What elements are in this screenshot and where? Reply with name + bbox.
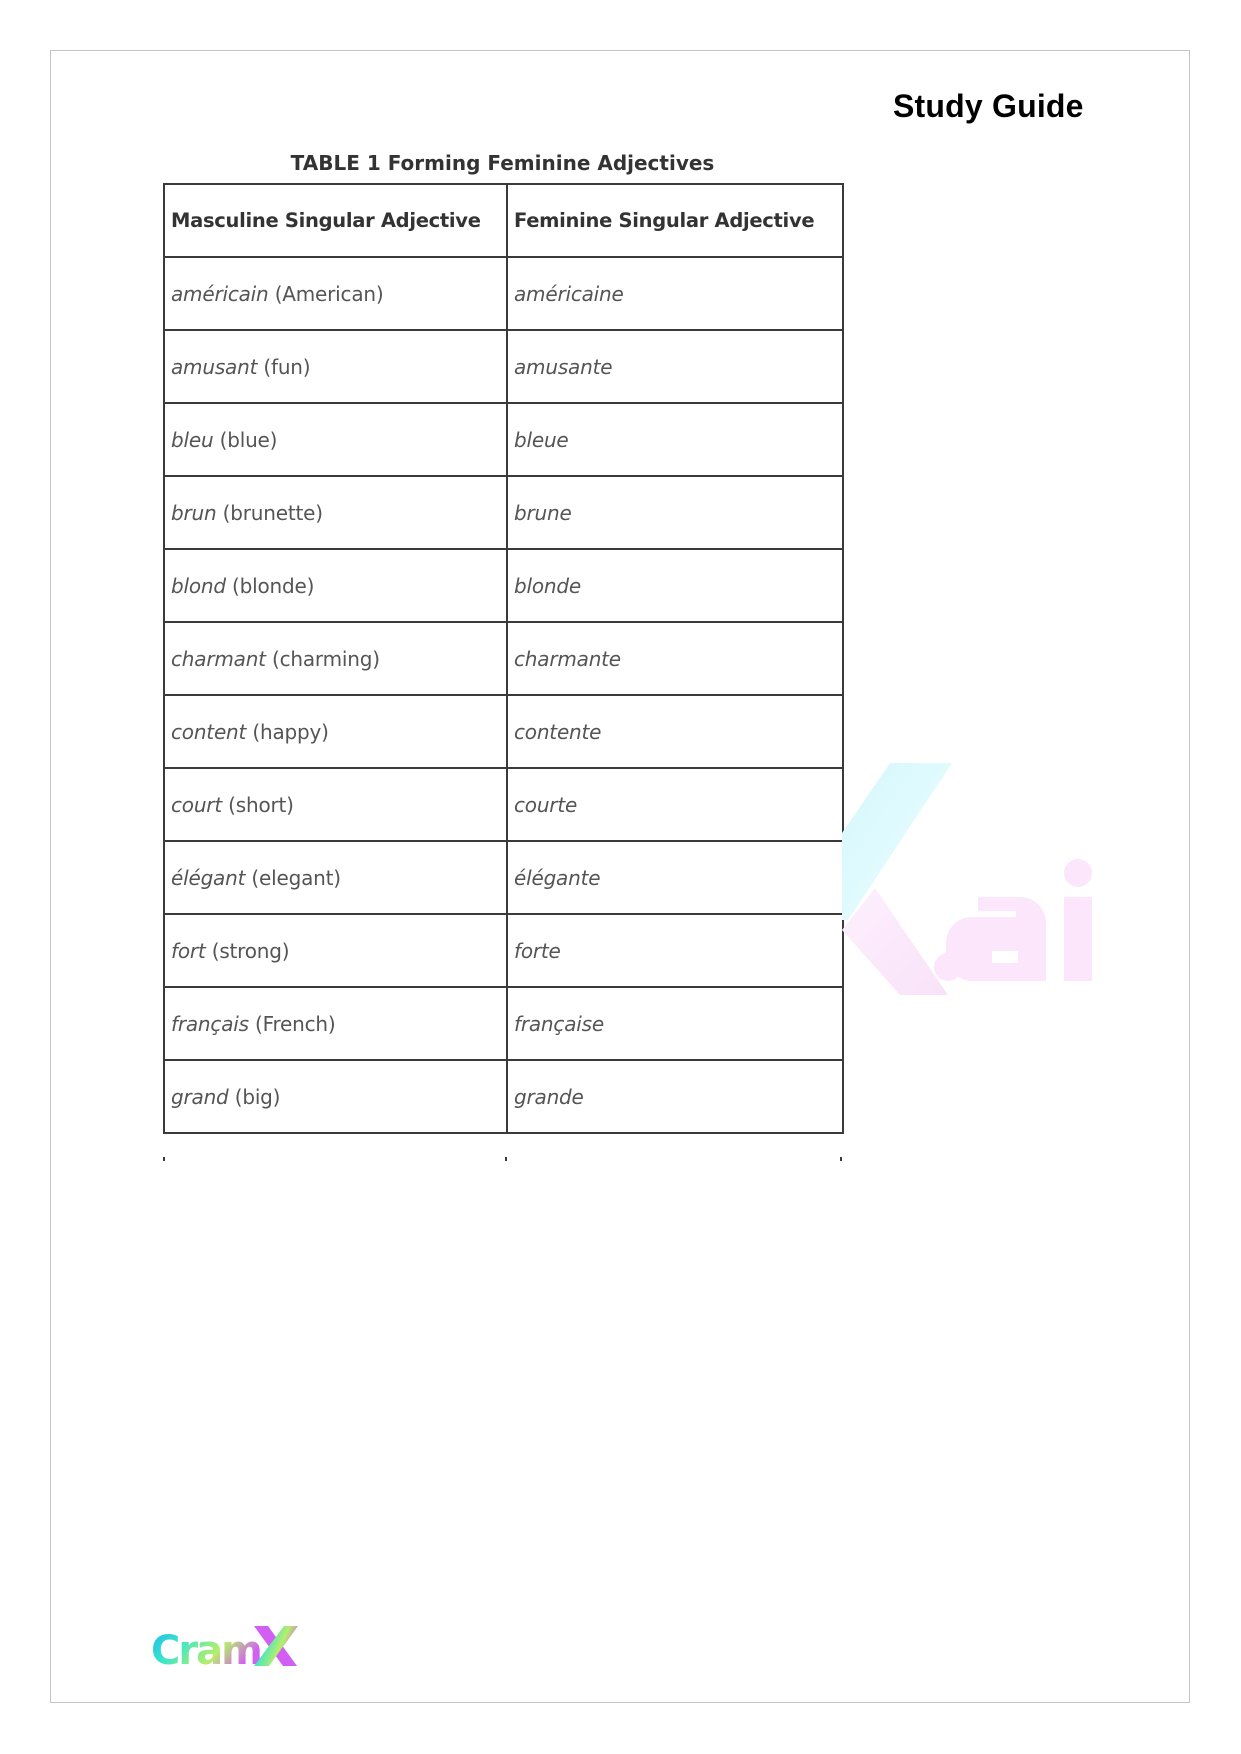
english-gloss: (short) xyxy=(228,792,294,817)
masculine-word: élégant xyxy=(171,865,246,890)
english-gloss: (blue) xyxy=(219,427,278,452)
masculine-word: français xyxy=(171,1011,249,1036)
masculine-word: content xyxy=(171,719,247,744)
masculine-cell xyxy=(164,914,507,987)
feminine-cell xyxy=(507,695,843,768)
table-row xyxy=(164,549,843,622)
masculine-word: amusant xyxy=(171,354,258,379)
feminine-word: bleue xyxy=(514,427,569,452)
masculine-cell xyxy=(164,622,507,695)
feminine-adjectives-table xyxy=(163,183,844,1134)
masculine-word: bleu xyxy=(171,427,214,452)
feminine-word: charmante xyxy=(514,646,621,671)
masculine-word: blond xyxy=(171,573,226,598)
masculine-cell xyxy=(164,330,507,403)
masculine-cell xyxy=(164,987,507,1060)
table-row xyxy=(164,1060,843,1133)
feminine-cell xyxy=(507,841,843,914)
english-gloss: (blonde) xyxy=(232,573,315,598)
english-gloss: (French) xyxy=(255,1011,336,1036)
masculine-word: américain xyxy=(171,281,269,306)
english-gloss: (happy) xyxy=(252,719,329,744)
column-header-masculine: Masculine Singular Adjective xyxy=(164,184,507,257)
table-row xyxy=(164,403,843,476)
table-row xyxy=(164,476,843,549)
cramx-logo-icon xyxy=(150,1622,300,1672)
masculine-word: grand xyxy=(171,1084,229,1109)
english-gloss: (strong) xyxy=(211,938,290,963)
table-row xyxy=(164,695,843,768)
feminine-cell xyxy=(507,622,843,695)
english-gloss: (brunette) xyxy=(222,500,323,525)
feminine-word: courte xyxy=(514,792,578,817)
feminine-word: brune xyxy=(514,500,572,525)
table-row xyxy=(164,914,843,987)
masculine-cell xyxy=(164,1060,507,1133)
english-gloss: (elegant) xyxy=(251,865,341,890)
english-gloss: (American) xyxy=(274,281,384,306)
english-gloss: (fun) xyxy=(263,354,311,379)
svg-text:Cram: Cram xyxy=(151,1628,261,1672)
feminine-word: élégante xyxy=(514,865,601,890)
feminine-word: forte xyxy=(514,938,561,963)
feminine-cell xyxy=(507,987,843,1060)
feminine-cell xyxy=(507,330,843,403)
feminine-cell xyxy=(507,476,843,549)
feminine-cell xyxy=(507,914,843,987)
masculine-cell xyxy=(164,768,507,841)
english-gloss: (charming) xyxy=(271,646,380,671)
feminine-word: française xyxy=(514,1011,604,1036)
feminine-cell xyxy=(507,403,843,476)
feminine-word: amusante xyxy=(514,354,613,379)
feminine-cell xyxy=(507,257,843,330)
masculine-cell xyxy=(164,476,507,549)
table-continuation-stub xyxy=(840,1157,842,1161)
masculine-cell xyxy=(164,549,507,622)
column-header-feminine: Feminine Singular Adjective xyxy=(507,184,843,257)
masculine-word: brun xyxy=(171,500,217,525)
masculine-word: fort xyxy=(171,938,206,963)
masculine-cell xyxy=(164,695,507,768)
feminine-cell xyxy=(507,768,843,841)
document-header-title: Study Guide xyxy=(893,88,1084,124)
table-row xyxy=(164,841,843,914)
table-row xyxy=(164,257,843,330)
table-caption: TABLE 1 Forming Feminine Adjectives xyxy=(290,151,715,175)
table-continuation-stub xyxy=(163,1157,165,1161)
cramx-logo xyxy=(150,1622,300,1672)
table-row xyxy=(164,768,843,841)
table-continuation-stub xyxy=(505,1157,507,1161)
feminine-word: blonde xyxy=(514,573,581,598)
feminine-word: américaine xyxy=(514,281,624,306)
masculine-cell xyxy=(164,403,507,476)
feminine-cell xyxy=(507,1060,843,1133)
table-row xyxy=(164,622,843,695)
table-header-row xyxy=(164,184,843,257)
table-row xyxy=(164,987,843,1060)
feminine-word: grande xyxy=(514,1084,584,1109)
feminine-cell xyxy=(507,549,843,622)
english-gloss: (big) xyxy=(234,1084,281,1109)
masculine-cell xyxy=(164,841,507,914)
feminine-word: contente xyxy=(514,719,602,744)
masculine-cell xyxy=(164,257,507,330)
masculine-word: court xyxy=(171,792,222,817)
table-row xyxy=(164,330,843,403)
masculine-word: charmant xyxy=(171,646,266,671)
